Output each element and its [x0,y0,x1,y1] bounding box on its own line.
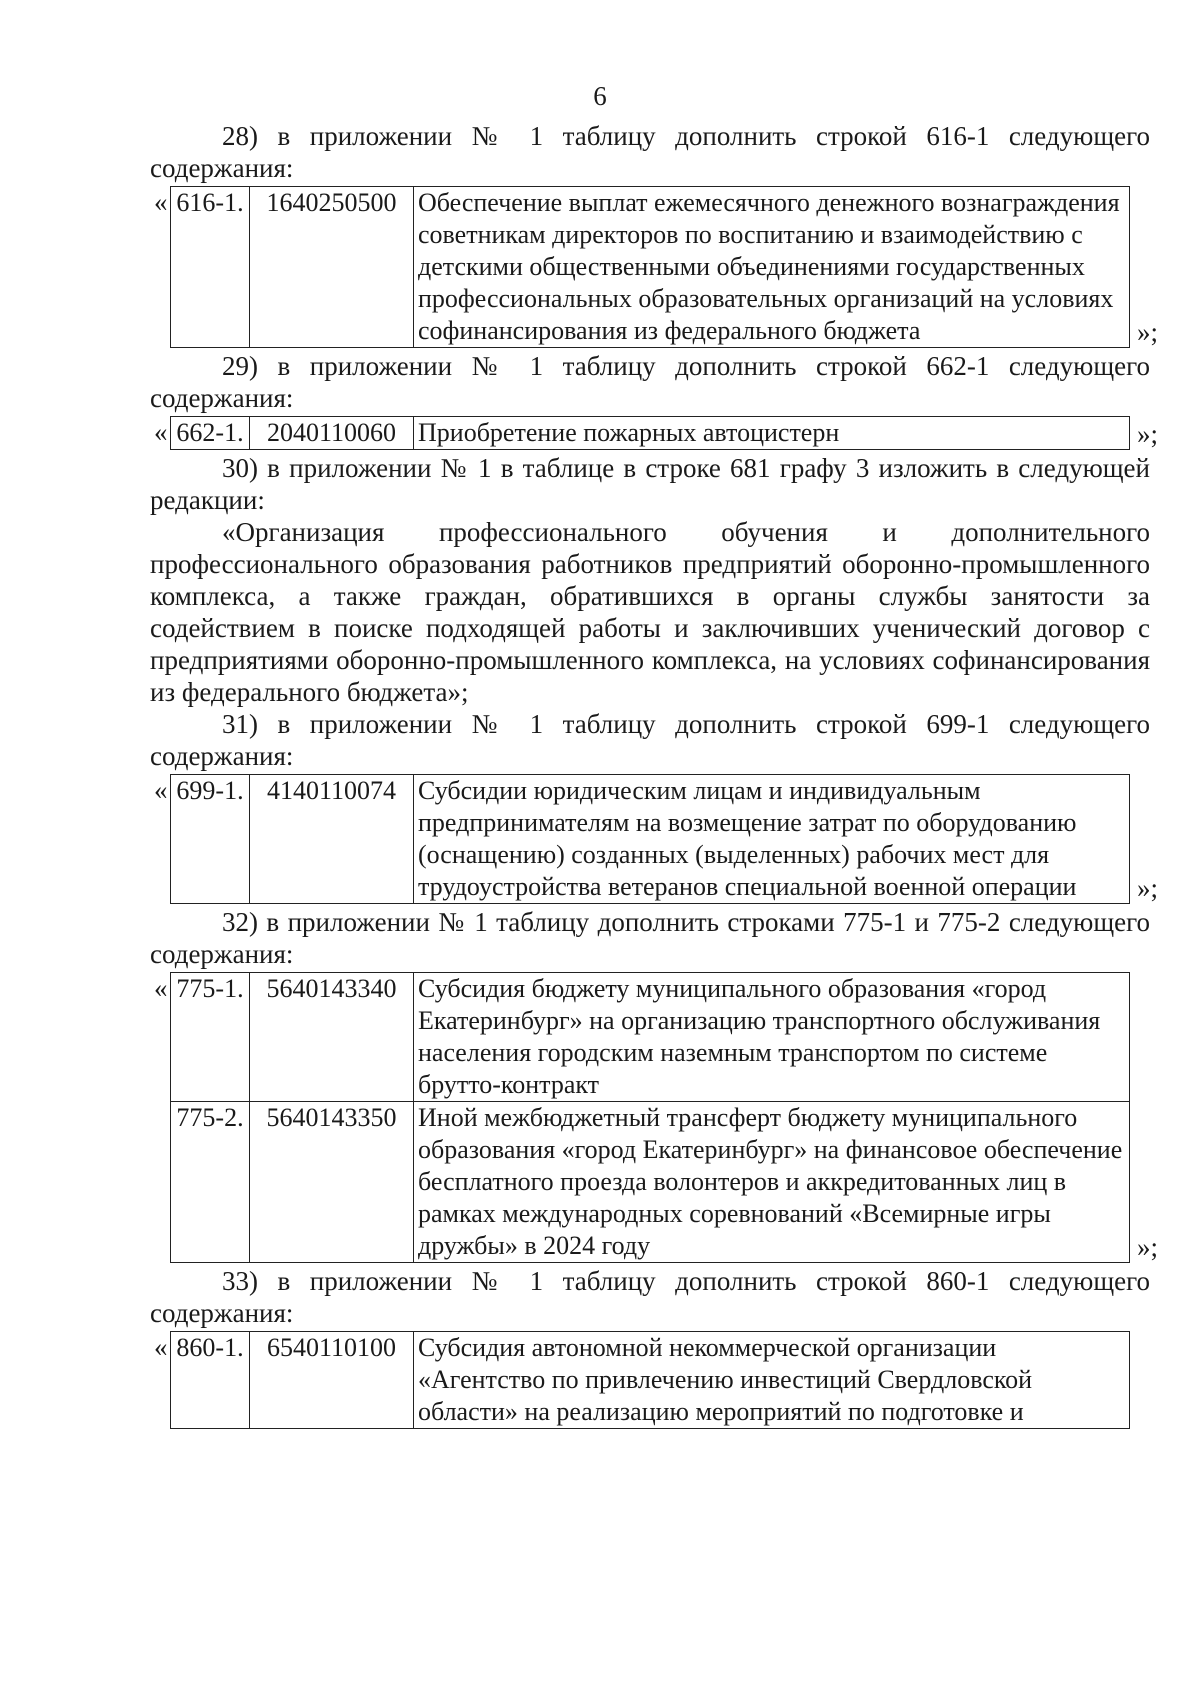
table-row [171,187,1130,348]
item-32-table-block [154,972,1158,1263]
item-30-intro: 30) в приложении № 1 в таблице в строке 681 графу 3 изложить в следующей редакции: [150,453,1150,515]
quote-open: « [154,417,168,447]
row-description: Обеспечение выплат ежемесячного денежного вознаграждения советникам директоров по воспитанию и взаимодействию с детскими общественными объединениями государственных профессиональных образовательных организаций на условиях софинансирования из федерального бюджета [414,187,1130,348]
row-number: 860-1. [171,1332,250,1429]
table-row [171,417,1130,450]
item-29-table-block [154,416,1158,450]
item-33-intro: 33) в приложении № 1 таблицу дополнить строкой 860-1 следующего содержания: [150,1266,1150,1328]
item-31-table-block [154,774,1158,904]
row-number: 616-1. [171,187,250,348]
row-number: 775-1. [171,973,250,1102]
page-number: 6 [593,81,607,111]
item-32-table [170,972,1130,1263]
item-28-table [170,186,1130,348]
row-description: Иной межбюджетный трансферт бюджету муниципального образования «город Екатеринбург» на финансовое обеспечение бесплатного проезда волонтеров и аккредитованных лиц в рамках международных соревнований «Всемирные игры дружбы» в 2024 году [414,1102,1130,1263]
item-29-table [170,416,1130,450]
quote-open: « [154,775,168,805]
quote-close: »; [1136,317,1158,347]
item-28-intro: 28) в приложении № 1 таблицу дополнить строкой 616-1 следующего содержания: [150,121,1150,183]
table-row [171,973,1130,1102]
row-number: 699-1. [171,775,250,904]
table-row [171,1332,1130,1429]
row-code: 2040110060 [250,417,414,450]
table-row [171,1102,1130,1263]
row-description: Субсидия автономной некоммерческой организации «Агентство по привлечению инвестиций Свердловской области» на реализацию мероприятий по подготовке и [414,1332,1130,1429]
item-28-table-block [154,186,1158,348]
table-row [171,775,1130,904]
row-code: 5640143340 [250,973,414,1102]
row-description: Субсидия бюджету муниципального образования «город Екатеринбург» на организацию транспортного обслуживания населения городским наземным транспортом по системе брутто-контракт [414,973,1130,1102]
item-31-table [170,774,1130,904]
row-number: 662-1. [171,417,250,450]
row-code: 4140110074 [250,775,414,904]
item-33-table-block [154,1331,1150,1429]
item-29-intro: 29) в приложении № 1 таблицу дополнить строкой 662-1 следующего содержания: [150,351,1150,413]
item-33-table [170,1331,1130,1429]
item-30-quote: «Организация профессионального обучения и дополнительного профессионального образования работников предприятий оборонно-промышленного комплекса, а также граждан, обратившихся в органы службы занятости за содействием в поиске подходящей работы и заключивших ученический договор с предприятиями оборонно-промышленного комплекса, на условиях софинансирования из федерального бюджета»; [150,517,1150,707]
document-body [150,120,1158,1431]
quote-close: »; [1136,1232,1158,1262]
item-32-intro: 32) в приложении № 1 таблицу дополнить строками 775-1 и 775-2 следующего содержания: [150,907,1150,969]
row-description: Приобретение пожарных автоцистерн [414,417,1130,450]
quote-open: « [154,1332,168,1362]
item-31-intro: 31) в приложении № 1 таблицу дополнить строкой 699-1 следующего содержания: [150,709,1150,771]
quote-open: « [154,973,168,1003]
row-number: 775-2. [171,1102,250,1263]
quote-open: « [154,187,168,217]
quote-close: »; [1136,419,1158,449]
row-description: Субсидии юридическим лицам и индивидуальным предпринимателям на возмещение затрат по оборудованию (оснащению) созданных (выделенных) рабочих мест для трудоустройства ветеранов специальной военной операции [414,775,1130,904]
row-code: 5640143350 [250,1102,414,1263]
quote-close: »; [1136,873,1158,903]
row-code: 1640250500 [250,187,414,348]
row-code: 6540110100 [250,1332,414,1429]
